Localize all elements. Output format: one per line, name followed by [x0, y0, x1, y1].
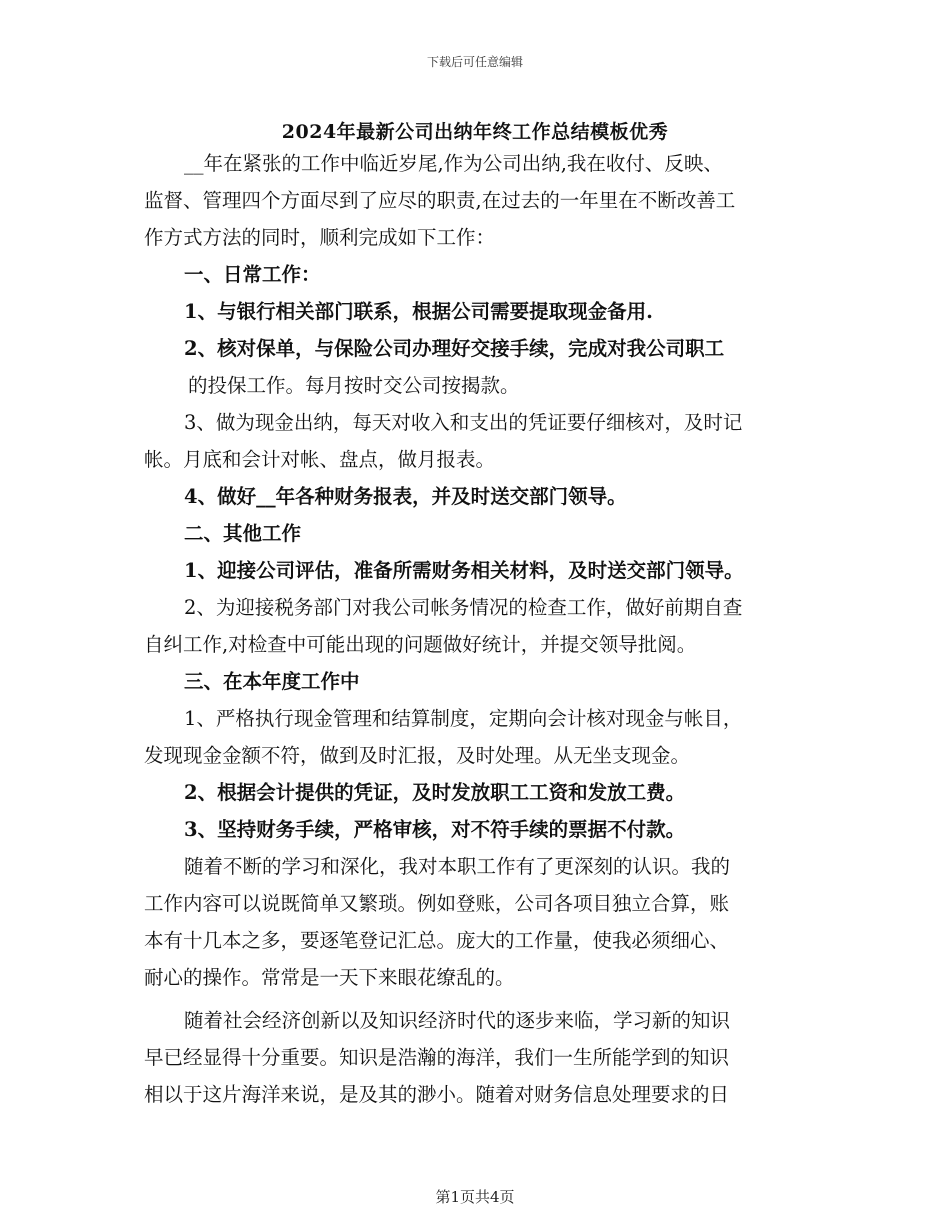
text-line: 2、根据会计提供的凭证，及时发放职工工资和发放工费。 [184, 781, 686, 804]
text-line: 二、其他工作 [184, 522, 302, 545]
text-line: 的投保工作。每月按时交公司按揭款。 [188, 374, 520, 397]
text-line: 帐。月底和会计对帐、盘点，做月报表。 [144, 448, 496, 471]
document-body [144, 145, 808, 1113]
text-line: 工作内容可以说既简单又繁琐。例如登账，公司各项目独立合算，账 [144, 892, 730, 915]
text-line: 早已经显得十分重要。知识是浩瀚的海洋，我们一生所能学到的知识 [144, 1046, 730, 1069]
text-line: 三、在本年度工作中 [184, 670, 360, 693]
text-line: 耐心的操作。常常是一天下来眼花缭乱的。 [144, 966, 515, 989]
text-line: 作方式方法的同时，顺利完成如下工作： [144, 226, 496, 249]
text-line: 1、与银行相关部门联系，根据公司需要提取现金备用. [184, 300, 653, 323]
text-line: 3、坚持财务手续，严格审核，对不符手续的票据不付款。 [184, 818, 686, 841]
text-line: 相以于这片海洋来说，是及其的渺小。随着对财务信息处理要求的日 [144, 1083, 730, 1106]
text-line: 监督、管理四个方面尽到了应尽的职责,在过去的一年里在不断改善工 [144, 189, 736, 212]
text-line: 本有十几本之多，要逐笔登记汇总。庞大的工作量，使我必须细心、 [144, 929, 730, 952]
page-header-note: 下载后可任意编辑 [426, 55, 523, 69]
text-line: 一、日常工作： [184, 263, 321, 286]
text-line: 1、严格执行现金管理和结算制度，定期向会计核对现金与帐目， [184, 707, 743, 730]
document-title: 2024年最新公司出纳年终工作总结模板优秀 [281, 121, 669, 143]
text-line: 1、迎接公司评估，准备所需财务相关材料，及时送交部门领导。 [184, 559, 744, 582]
text-line: 2、为迎接税务部门对我公司帐务情况的检查工作，做好前期自查 [184, 596, 743, 619]
text-line: 自纠工作,对检查中可能出现的问题做好统计，并提交领导批阅。 [144, 633, 697, 656]
text-line: __年在紧张的工作中临近岁尾,作为公司出纳,我在收付、反映、 [184, 152, 723, 175]
text-line: 3、做为现金出纳，每天对收入和支出的凭证要仔细核对，及时记 [184, 411, 743, 434]
page-number: 第1页共4页 [435, 1188, 515, 1206]
text-line: 发现现金金额不符，做到及时汇报，及时处理。从无坐支现金。 [144, 744, 691, 767]
text-line: 随着社会经济创新以及知识经济时代的逐步来临，学习新的知识 [184, 1009, 731, 1032]
text-line: 2、核对保单，与保险公司办理好交接手续，完成对我公司职工 [184, 337, 725, 360]
text-line: 随着不断的学习和深化，我对本职工作有了更深刻的认识。我的 [184, 855, 731, 878]
text-line: 4、做好__年各种财务报表，并及时送交部门领导。 [184, 485, 627, 508]
